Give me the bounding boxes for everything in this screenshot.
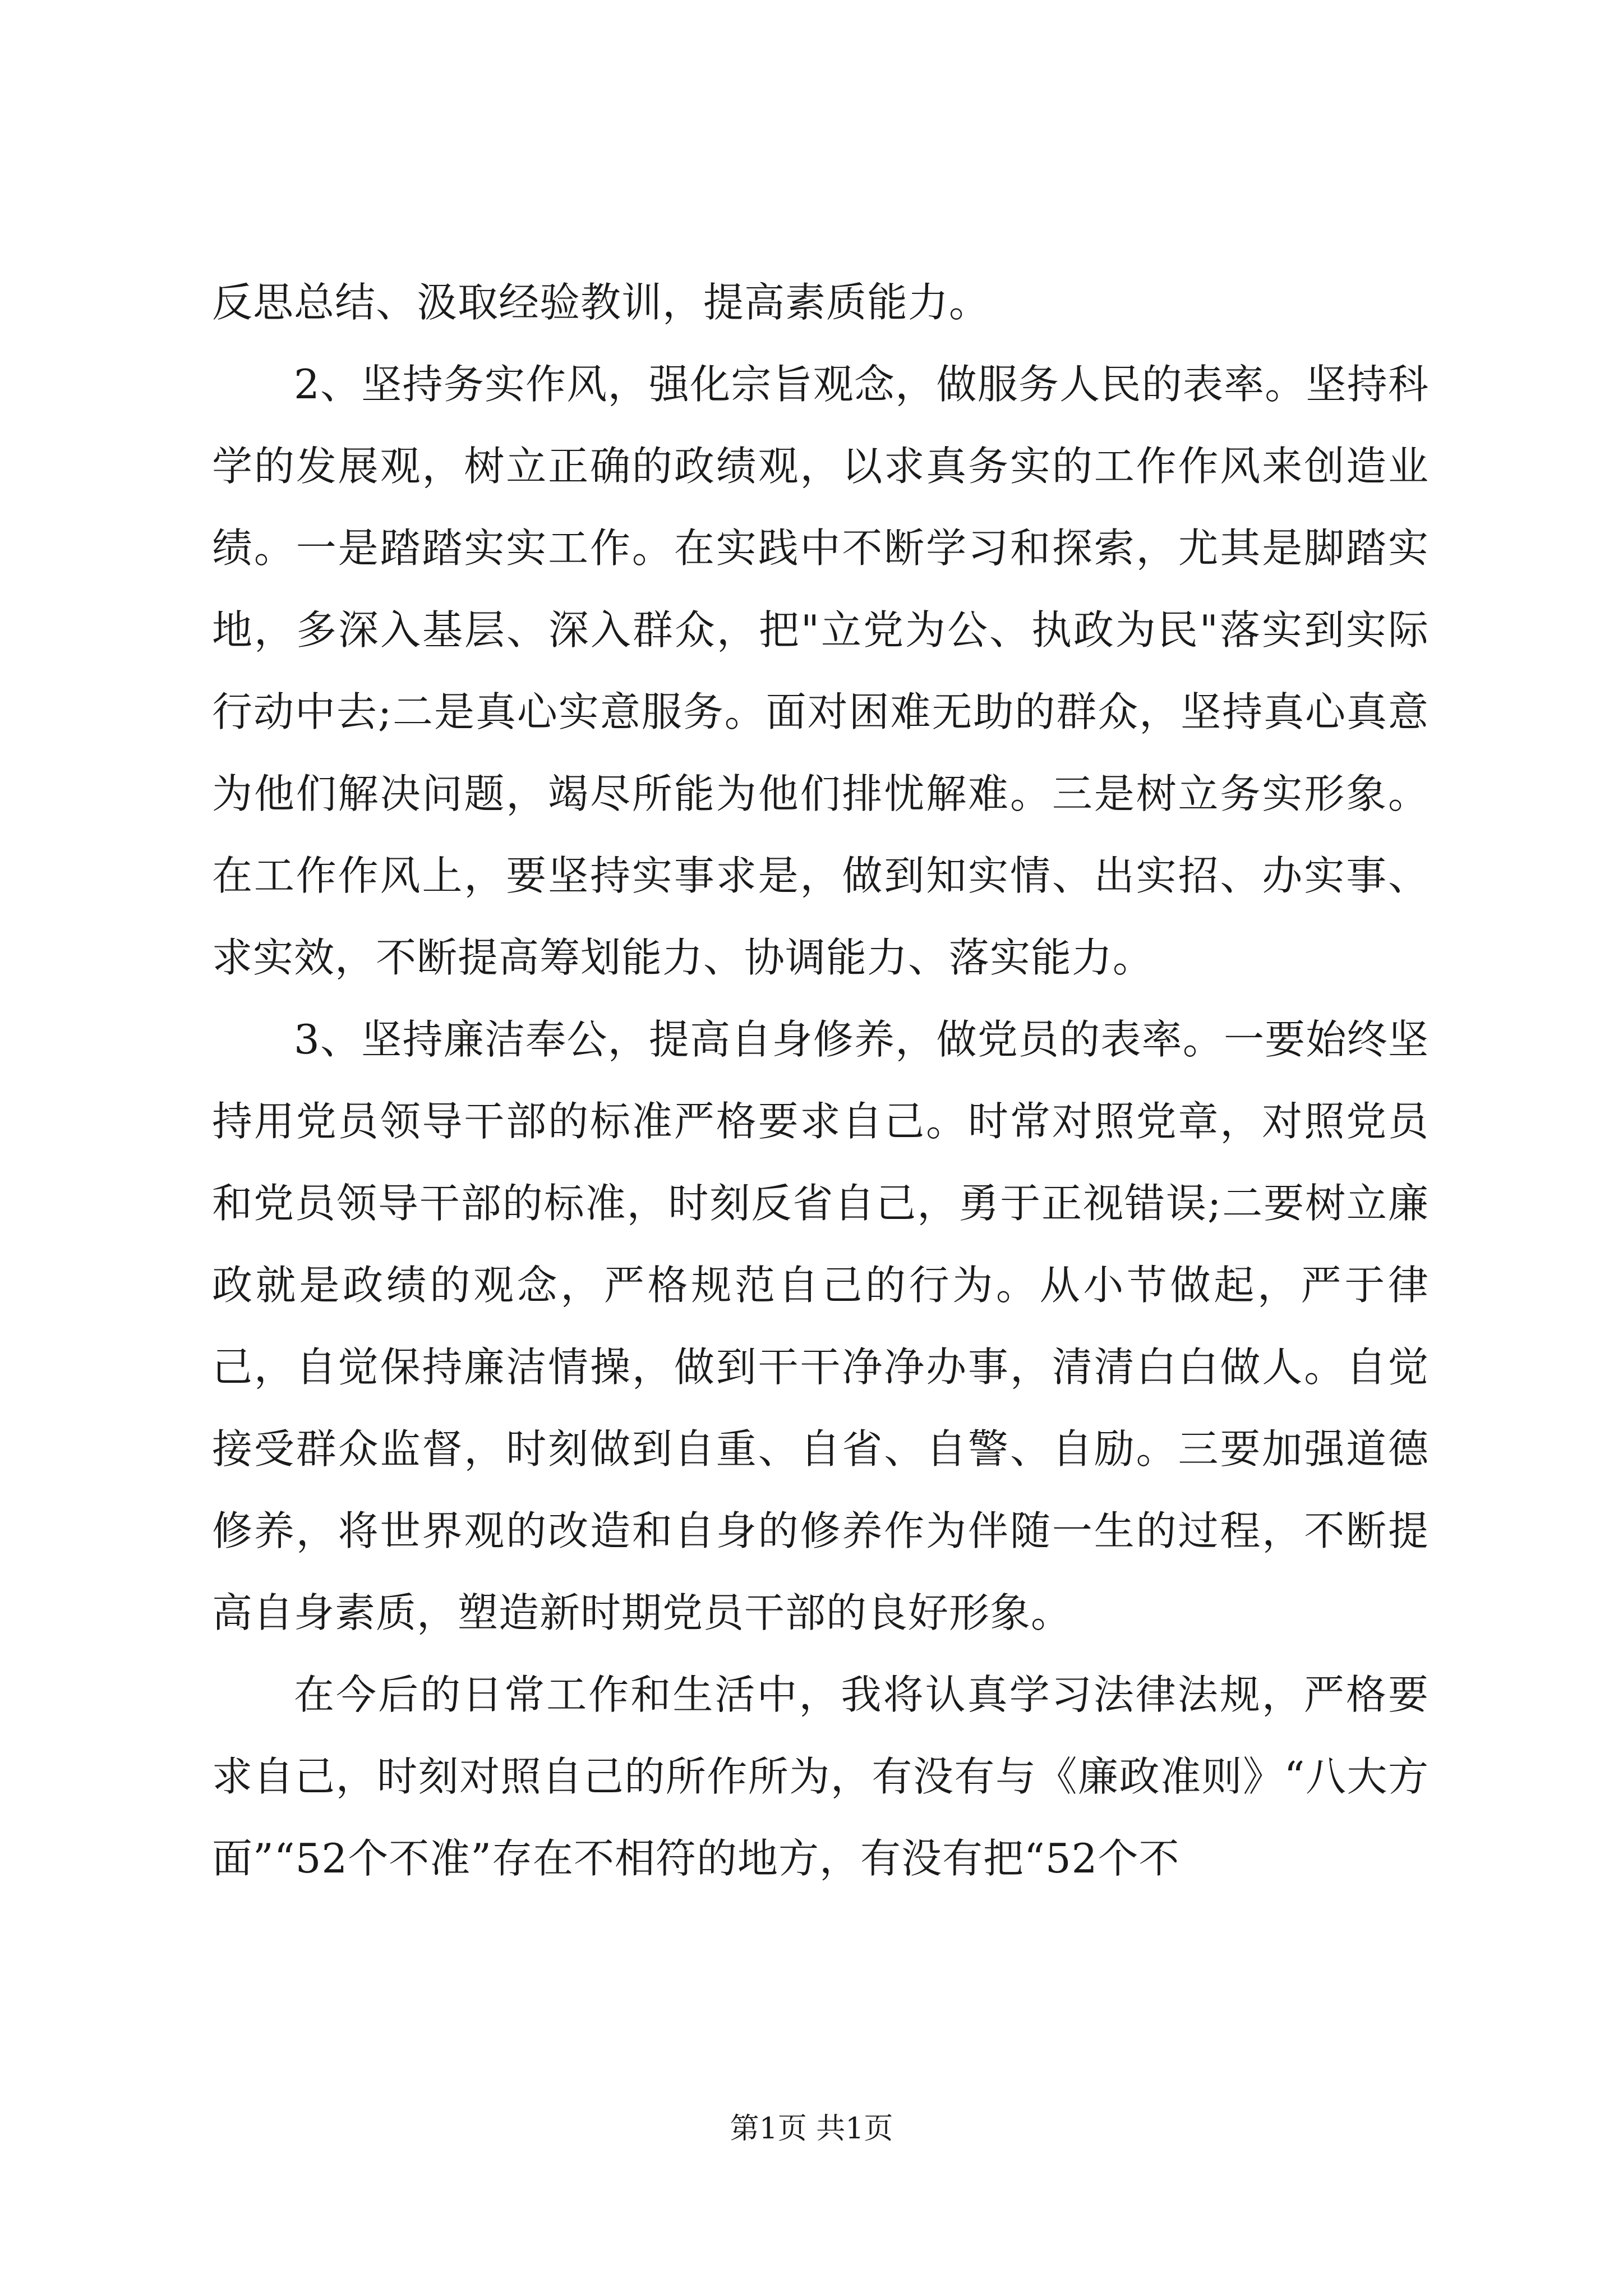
document-body	[212, 261, 1429, 1899]
paragraph-item-2: 2、坚持务实作风，强化宗旨观念，做服务人民的表率。坚持科学的发展观，树立正确的政绩观，以求真务实的工作作风来创造业绩。一是踏踏实实工作。在实践中不断学习和探索，尤其是脚踏实地，多深入基层、深入群众，把"立党为公、执政为民"落实到实际行动中去;二是真心实意服务。面对困难无助的群众，坚持真心真意为他们解决问题，竭尽所能为他们排忧解难。三是树立务实形象。在工作作风上，要坚持实事求是，做到知实情、出实招、办实事、求实效，不断提高筹划能力、协调能力、落实能力。	[212, 361, 1429, 981]
paragraph-continuation: 反思总结、汲取经验教训，提高素质能力。	[212, 279, 990, 326]
page-footer: 第1页 共1页	[730, 2112, 893, 2146]
paragraph-closing: 在今后的日常工作和生活中，我将认真学习法律法规，严格要求自己，时刻对照自己的所作所为，有没有与《廉政准则》“八大方面”“52个不准”存在不相符的地方，有没有把“52个不	[212, 1671, 1429, 1882]
paragraph-item-3: 3、坚持廉洁奉公，提高自身修养，做党员的表率。一要始终坚持用党员领导干部的标准严格要求自己。时常对照党章，对照党员和党员领导干部的标准，时刻反省自己，勇于正视错误;二要树立廉政就是政绩的观念，严格规范自己的行为。从小节做起，严于律己，自觉保持廉洁情操，做到干干净净办事，清清白白做人。自觉接受群众监督，时刻做到自重、自省、自警、自励。三要加强道德修养，将世界观的改造和自身的修养作为伴随一生的过程，不断提高自身素质，塑造新时期党员干部的良好形象。	[212, 1016, 1429, 1636]
